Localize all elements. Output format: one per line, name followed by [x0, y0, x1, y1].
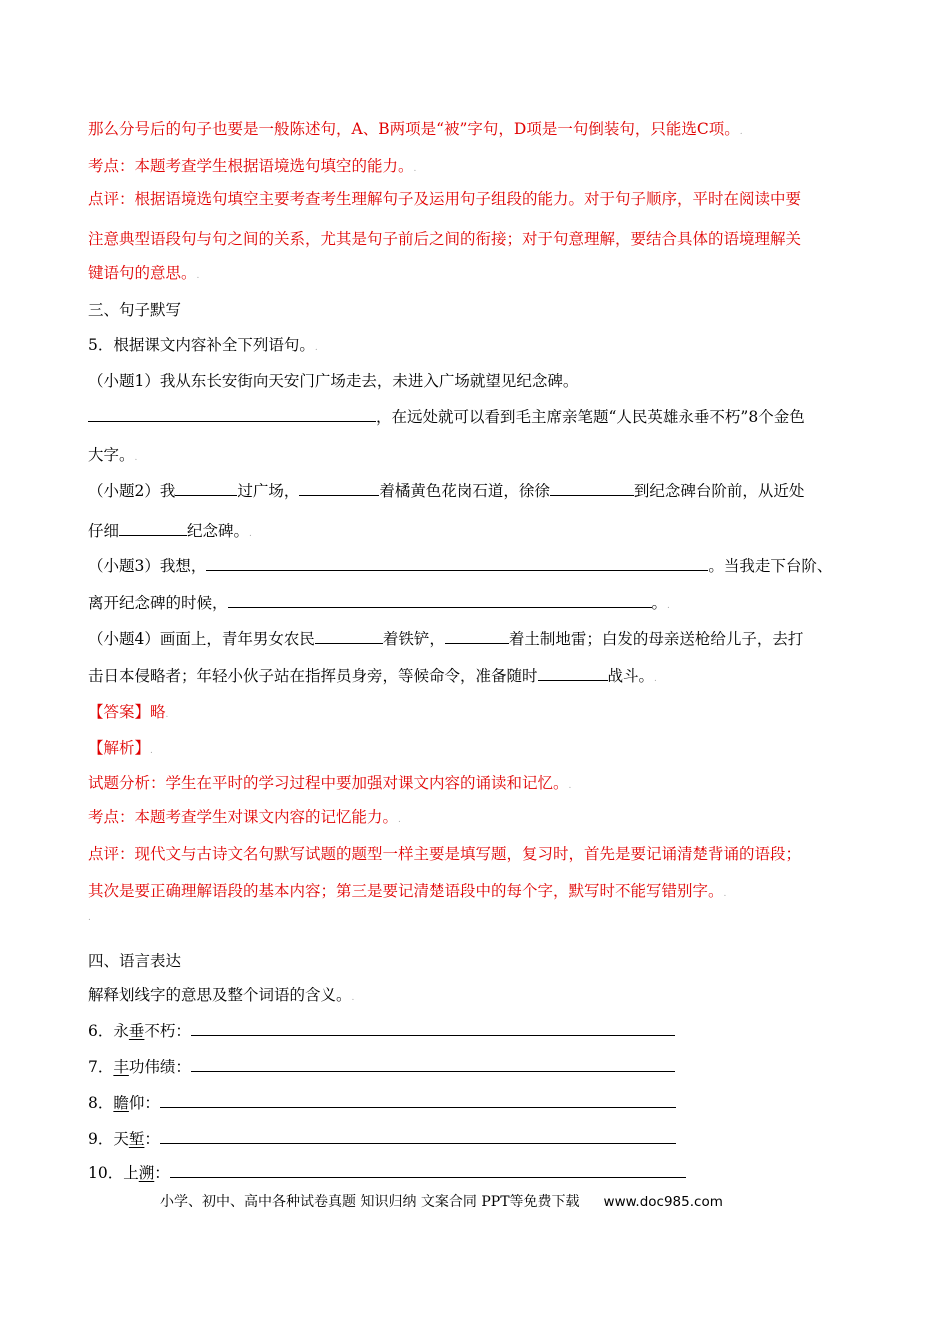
analysis-dianping-line3: 键语句的意思。.: [88, 264, 200, 282]
vocab-item-9: 9．天堑：: [88, 1128, 676, 1150]
vocab-item-8: 8．瞻仰：: [88, 1092, 676, 1114]
vocab-item-7: 7．丰功伟绩：: [88, 1056, 675, 1078]
vocab-item-6: 6．永垂不朽：: [88, 1020, 675, 1042]
answer-line[interactable]: [191, 1021, 675, 1036]
blank-field[interactable]: [228, 593, 652, 608]
analysis-kaodian-2: 考点：本题考查学生对课文内容的记忆能力。.: [88, 808, 401, 826]
page-footer: [160, 1192, 723, 1212]
footer-site-link[interactable]: www.doc985.com: [603, 1194, 723, 1210]
vocab-item-10: 10．上溯：: [88, 1162, 686, 1184]
answer-line[interactable]: [170, 1163, 686, 1178]
subq4-line1: （小题4）画面上，青年男女农民 着铁铲， 着土制地雷；白发的母亲送枪给儿子，去打: [88, 630, 804, 648]
answer-label: 【答案】略.: [88, 703, 169, 721]
section4-heading: 四、语言表达: [88, 952, 182, 970]
analysis-dianping2-line2: 其次是要正确理解语段的基本内容；第三是要记清楚语段中的每个字，默写时不能写错别字。.: [88, 882, 727, 900]
analysis-dianping-line1: 点评：根据语境选句填空主要考查考生理解句子及运用句子组段的能力。对于句子顺序，平时在阅读中要: [88, 190, 802, 208]
blank-field[interactable]: [206, 556, 708, 571]
blank-field[interactable]: [550, 481, 634, 496]
blank-field[interactable]: [299, 481, 379, 496]
subq1-line2: ，在远处就可以看到毛主席亲笔题“人民英雄永垂不朽”8个金色: [88, 406, 805, 428]
blank-field[interactable]: [315, 629, 383, 644]
footer-text: 小学、初中、高中各种试卷真题 知识归纳 文案合同 PPT等免费下载: [160, 1194, 580, 1210]
subq3-line1: （小题3）我想， 。当我走下台阶、: [88, 557, 833, 575]
paragraph-mark: .: [88, 913, 91, 923]
answer-line[interactable]: [160, 1093, 676, 1108]
subq2-line2: 仔细 纪念碑。.: [88, 522, 252, 540]
blank-field[interactable]: [445, 629, 509, 644]
subq1-line3: 大字。.: [88, 446, 138, 464]
subq4-line2: 击日本侵略者；年轻小伙子站在指挥员身旁，等候命令，准备随时 战斗。.: [88, 667, 657, 685]
blank-field[interactable]: [538, 666, 608, 681]
section4-instruction: 解释划线字的意思及整个词语的含义。.: [88, 986, 355, 1004]
answer-line[interactable]: [191, 1057, 675, 1072]
jiexi-label: 【解析】.: [88, 739, 153, 757]
analysis-dianping2-line1: 点评：现代文与古诗文名句默写试题的题型一样主要是填写题，复习时，首先是要记诵清楚背诵的语段；: [88, 845, 802, 863]
question5-stem: 5．根据课文内容补全下列语句。.: [88, 336, 318, 354]
analysis-kaodian: 考点：本题考查学生根据语境选句填空的能力。.: [88, 157, 417, 175]
blank-field[interactable]: [119, 521, 187, 536]
blank-field[interactable]: [88, 407, 376, 422]
section3-heading: 三、句子默写: [88, 301, 182, 319]
subq3-line2: 离开纪念碑的时候， 。.: [88, 594, 670, 612]
analysis-dianping-line2: 注意典型语段句与句之间的关系，尤其是句子前后之间的衔接；对于句意理解，要结合具体的语境理解关: [88, 230, 802, 248]
subq1-line1: （小题1）我从东长安街向天安门广场走去，未进入广场就望见纪念碑。: [88, 372, 579, 390]
analysis-fenxi: 试题分析：学生在平时的学习过程中要加强对课文内容的诵读和记忆。.: [88, 774, 572, 792]
subq2-line1: （小题2）我 过广场， 着橘黄色花岗石道，徐徐 到纪念碑台阶前，从近处: [88, 482, 805, 500]
answer-line[interactable]: [160, 1129, 676, 1144]
blank-field[interactable]: [175, 481, 237, 496]
analysis-continuation: 那么分号后的句子也要是一般陈述句，A、B两项是“被”字句，D项是一句倒装句，只能选C项。.: [88, 120, 743, 138]
